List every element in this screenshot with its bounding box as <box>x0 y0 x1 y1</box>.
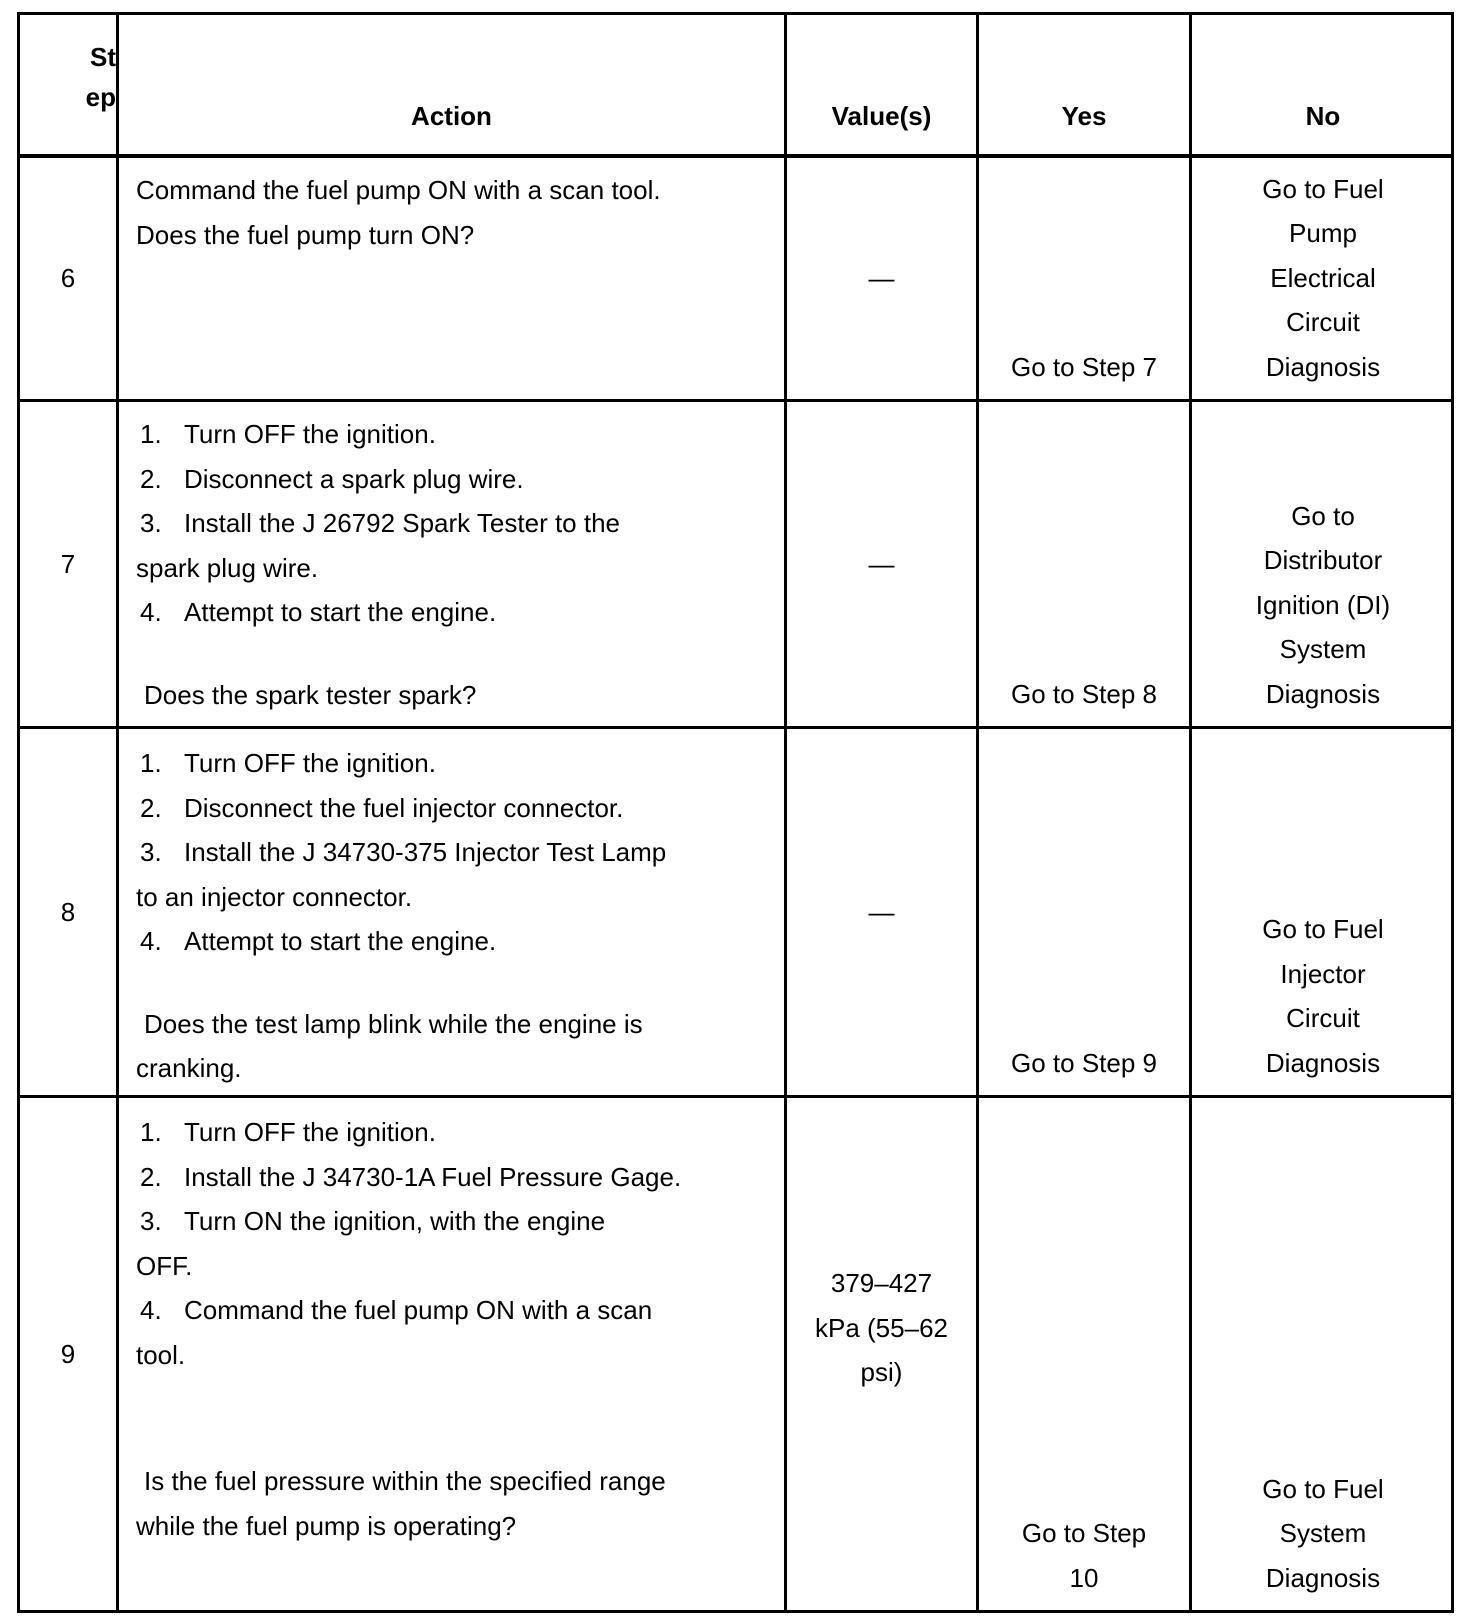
item-continuation: spark plug wire. <box>136 552 319 583</box>
no-text-line: Diagnosis <box>1265 1047 1381 1078</box>
value-text: — <box>868 263 895 294</box>
action-step-item <box>136 501 774 546</box>
no-text-line: Ignition (DI) <box>1255 589 1391 620</box>
action-step-item <box>136 412 774 457</box>
step-number-text: 6 <box>60 263 76 294</box>
item-text: Turn OFF the ignition. <box>184 748 436 778</box>
header-yes-label: Yes <box>1061 100 1107 131</box>
yes-text: Go to Step 9 <box>1011 1047 1157 1078</box>
yes-cell <box>979 402 1189 726</box>
item-text: Turn OFF the ignition. <box>184 1117 436 1147</box>
no-text-line: Go to Fuel <box>1262 914 1384 944</box>
diagnostic-table <box>17 12 1454 1613</box>
action-question-cont: while the fuel pump is operating? <box>136 1510 517 1541</box>
item-text: Disconnect the fuel injector connector. <box>184 792 624 823</box>
value-cell <box>787 402 976 726</box>
value-text-line: 379–427 <box>830 1268 933 1298</box>
yes-cell <box>979 158 1189 399</box>
action-question-cont: cranking. <box>136 1053 242 1083</box>
step-number-text: 9 <box>60 1338 76 1369</box>
value-text-line: kPa (55–62 <box>815 1312 948 1343</box>
item-text: Attempt to start the engine. <box>184 597 497 627</box>
yes-text: Go to Step 8 <box>1011 678 1157 709</box>
action-line: Command the fuel pump ON with a scan tool. <box>136 175 661 205</box>
value-text: — <box>868 896 895 927</box>
no-text-line: Injector <box>1280 958 1366 989</box>
item-number: 4. <box>140 1295 162 1325</box>
no-text-line: Go to <box>1291 500 1355 531</box>
yes-text-line: Go to Step <box>1021 1518 1147 1548</box>
header-no <box>1192 15 1454 154</box>
no-text-line: Pump <box>1289 218 1357 248</box>
yes-text: Go to Step 7 <box>1011 351 1157 382</box>
action-question: Does the fuel pump turn ON? <box>136 219 475 250</box>
item-number: 3. <box>140 508 162 538</box>
item-continuation: OFF. <box>136 1250 193 1281</box>
action-step-item <box>136 1199 774 1244</box>
item-number: 3. <box>140 1206 162 1236</box>
item-text: Install the J 34730-375 Injector Test Lamp <box>184 837 667 867</box>
header-action <box>119 15 784 154</box>
no-text-line: Diagnosis <box>1265 351 1381 382</box>
no-cell <box>1192 729 1454 1095</box>
action-step-item <box>136 590 774 635</box>
step-number <box>20 158 116 399</box>
action-question: Does the test lamp blink while the engine is <box>144 1008 643 1039</box>
item-number: 2. <box>140 1161 162 1192</box>
action-step-item <box>136 786 774 831</box>
action-step-item <box>136 457 774 502</box>
item-text: Install the J 26792 Spark Tester to the <box>184 508 621 538</box>
item-number: 1. <box>140 748 162 778</box>
yes-text-line: 10 <box>1069 1562 1099 1593</box>
yes-cell <box>979 729 1189 1095</box>
item-number: 3. <box>140 837 162 867</box>
step-number <box>20 729 116 1095</box>
no-text-line: Go to Fuel <box>1262 173 1384 204</box>
header-step-line2: ep <box>85 81 116 112</box>
header-step <box>20 15 116 154</box>
no-cell <box>1192 1098 1454 1610</box>
item-continuation: to an injector connector. <box>136 881 413 912</box>
header-values <box>787 15 976 154</box>
header-no-label: No <box>1305 100 1341 131</box>
action-question: Does the spark tester spark? <box>144 679 477 710</box>
action-step-item <box>136 1288 774 1333</box>
item-number: 1. <box>140 419 162 449</box>
yes-cell <box>979 1098 1189 1610</box>
item-number: 1. <box>140 1117 162 1147</box>
item-number: 2. <box>140 792 162 823</box>
header-yes <box>979 15 1189 154</box>
no-cell <box>1192 402 1454 726</box>
item-continuation: tool. <box>136 1339 186 1370</box>
step-number-text: 8 <box>60 896 76 927</box>
action-cell <box>119 158 784 399</box>
item-number: 4. <box>140 597 162 627</box>
item-text: Disconnect a spark plug wire. <box>184 463 524 494</box>
action-step-item <box>136 1155 774 1200</box>
action-step-item <box>136 1110 774 1155</box>
no-text-line: Electrical <box>1270 262 1376 293</box>
item-text: Install the J 34730-1A Fuel Pressure Gage. <box>184 1161 682 1192</box>
no-text-line: System <box>1279 634 1367 664</box>
value-cell <box>787 1098 976 1610</box>
value-cell <box>787 158 976 399</box>
value-cell <box>787 729 976 1095</box>
action-step-item <box>136 830 774 875</box>
action-step-item <box>136 741 774 786</box>
step-number <box>20 402 116 726</box>
header-action-label: Action <box>411 100 492 131</box>
no-text-line: Diagnosis <box>1265 678 1381 709</box>
action-question: Is the fuel pressure within the specified range <box>144 1466 666 1496</box>
value-text-line: psi) <box>860 1357 903 1387</box>
action-step-item <box>136 919 774 964</box>
header-step-line1: St <box>90 41 116 72</box>
no-text-line: Diagnosis <box>1265 1562 1381 1593</box>
header-values-label: Value(s) <box>831 100 932 131</box>
step-number <box>20 1098 116 1610</box>
item-text: Attempt to start the engine. <box>184 926 497 956</box>
action-cell <box>119 402 784 726</box>
item-text: Turn ON the ignition, with the engine <box>184 1206 606 1236</box>
item-text: Turn OFF the ignition. <box>184 419 436 449</box>
no-text-line: Circuit <box>1286 307 1360 337</box>
item-number: 2. <box>140 463 162 494</box>
step-number-text: 7 <box>60 548 76 579</box>
no-text-line: Go to Fuel <box>1262 1473 1384 1504</box>
value-text: — <box>868 548 895 579</box>
item-number: 4. <box>140 926 162 956</box>
no-text-line: System <box>1279 1518 1367 1548</box>
action-cell <box>119 729 784 1095</box>
no-text-line: Distributor <box>1263 545 1383 575</box>
action-cell <box>119 1098 784 1610</box>
item-text: Command the fuel pump ON with a scan <box>184 1295 653 1325</box>
no-text-line: Circuit <box>1286 1003 1360 1033</box>
no-cell <box>1192 158 1454 399</box>
